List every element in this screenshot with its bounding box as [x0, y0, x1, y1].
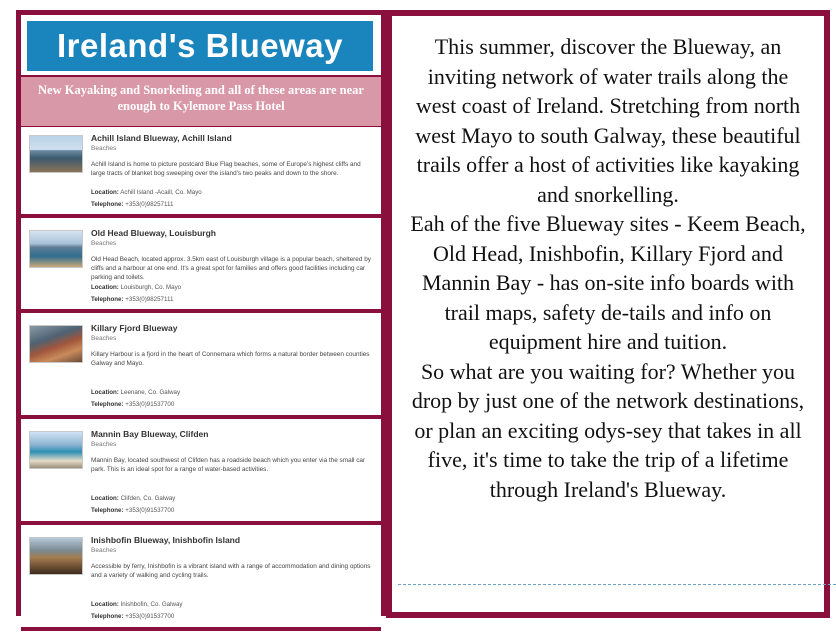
- listing-location: [91, 601, 182, 608]
- banner-title: Ireland's Blueway: [57, 27, 343, 64]
- listing-category: Beaches: [91, 145, 117, 152]
- listing-telephone: [91, 296, 173, 303]
- location-label: Location:: [91, 284, 119, 291]
- telephone-value: +353(0)98257111: [125, 296, 174, 303]
- listing-card[interactable]: [21, 222, 381, 313]
- article-paragraph-intro: This summer, discover the Blueway, an inviting network of water trails along the west coast of Ireland. Stretching from north west Mayo to south Galway, these beautiful trails offer a host of activities like kayaking and snorkelling.: [415, 34, 801, 207]
- listing-location: [91, 284, 181, 291]
- location-value: Louisburgh, Co. Mayo: [120, 284, 182, 291]
- text-guide-line: [398, 584, 836, 585]
- listing-telephone: [91, 201, 173, 208]
- listing-photo: [29, 230, 83, 268]
- location-label: Location:: [91, 389, 119, 396]
- listing-description: Mannin Bay, located southwest of Clifden has a roadside beach which you enter via the small car park. This is an ideal spot for a range of water-based activities.: [91, 457, 366, 473]
- telephone-label: Telephone:: [91, 201, 124, 208]
- listing-title[interactable]: Killary Fjord Blueway: [91, 323, 178, 333]
- listing-card[interactable]: [21, 317, 381, 419]
- listing-description: Accessible by ferry, Inishbofin is a vibrant island with a range of accommodation and dining options and a variety of walking and cycling trails.: [91, 563, 371, 579]
- telephone-label: Telephone:: [91, 613, 124, 620]
- listing-telephone: [91, 401, 174, 408]
- telephone-label: Telephone:: [91, 296, 124, 303]
- article-paragraph-sites: Eah of the five Blueway sites - Keem Beach, Old Head, Inishbofin, Killary Fjord and Mannin Bay - has on-site info boards with trail maps, safety de-tails and info on equipment hire and tuition.: [410, 211, 806, 354]
- listing-photo: [29, 135, 83, 173]
- telephone-label: Telephone:: [91, 401, 124, 408]
- hotel-note-text: New Kayaking and Snorkeling and all of these areas are near enough to Kylemore Pass Hotel: [38, 83, 364, 113]
- telephone-label: Telephone:: [91, 507, 124, 514]
- listing-description: Old Head Beach, located approx. 3.5km east of Louisburgh village is a popular beach, sheltered by cliffs and a harbour at one end. It's a great spot for families and offers good facilities including car parking and toilets.: [91, 256, 371, 281]
- location-label: Location:: [91, 189, 119, 196]
- article-paragraph-closing: So what are you waiting for? Whether you drop by just one of the network destinations, or plan an exciting odys-sey that takes in all five, it's time to take the trip of a lifetime through Ireland's Blueway.: [411, 358, 805, 502]
- listing-category: Beaches: [91, 441, 117, 448]
- listing-photo: [29, 325, 83, 363]
- location-value: Clifden, Co. Galway: [120, 495, 176, 502]
- telephone-value: +353(0)98257111: [125, 201, 174, 208]
- listing-description: Achill Island is home to picture postcard Blue Flag beaches, some of Europe's highest cliffs and large tracts of blanket bog sweeping over the island's two peaks and down to the shore.: [91, 161, 361, 177]
- location-value: Inishbofin, Co. Galway: [120, 601, 183, 608]
- listing-card[interactable]: [21, 127, 381, 218]
- location-value: Achill Island -Acaill, Co. Mayo: [120, 189, 202, 196]
- telephone-value: +353(0)91537700: [125, 401, 175, 408]
- listing-location: [91, 495, 175, 502]
- listing-description: Killary Harbour is a fjord in the heart of Connemara which forms a natural border between counties Galway and Mayo.: [91, 351, 370, 367]
- listing-category: Beaches: [91, 335, 117, 342]
- listing-title[interactable]: Old Head Blueway, Louisburgh: [91, 228, 216, 238]
- telephone-value: +353(0)91537700: [125, 613, 175, 620]
- listing-location: [91, 389, 180, 396]
- location-label: Location:: [91, 495, 119, 502]
- listing-photo: [29, 431, 83, 469]
- listing-title[interactable]: Mannin Bay Blueway, Clifden: [91, 429, 209, 439]
- blueway-listings: [21, 127, 381, 635]
- listing-card[interactable]: [21, 529, 381, 631]
- hotel-note-banner: [21, 75, 381, 129]
- listing-title[interactable]: Inishbofin Blueway, Inishbofin Island: [91, 535, 241, 545]
- listing-category: Beaches: [91, 547, 117, 554]
- listing-card[interactable]: [21, 423, 381, 525]
- blueway-banner: [27, 21, 373, 71]
- article-text: [392, 16, 824, 504]
- left-panel: [16, 10, 386, 620]
- listing-location: [91, 189, 202, 196]
- listing-category: Beaches: [91, 240, 117, 247]
- listing-telephone: [91, 613, 174, 620]
- telephone-value: +353(0)91537700: [125, 507, 175, 514]
- listing-photo: [29, 537, 83, 575]
- listing-telephone: [91, 507, 174, 514]
- location-value: Leenane, Co. Galway: [120, 389, 181, 396]
- article-panel: [386, 10, 830, 618]
- location-label: Location:: [91, 601, 119, 608]
- listing-title[interactable]: Achill Island Blueway, Achill Island: [91, 133, 232, 143]
